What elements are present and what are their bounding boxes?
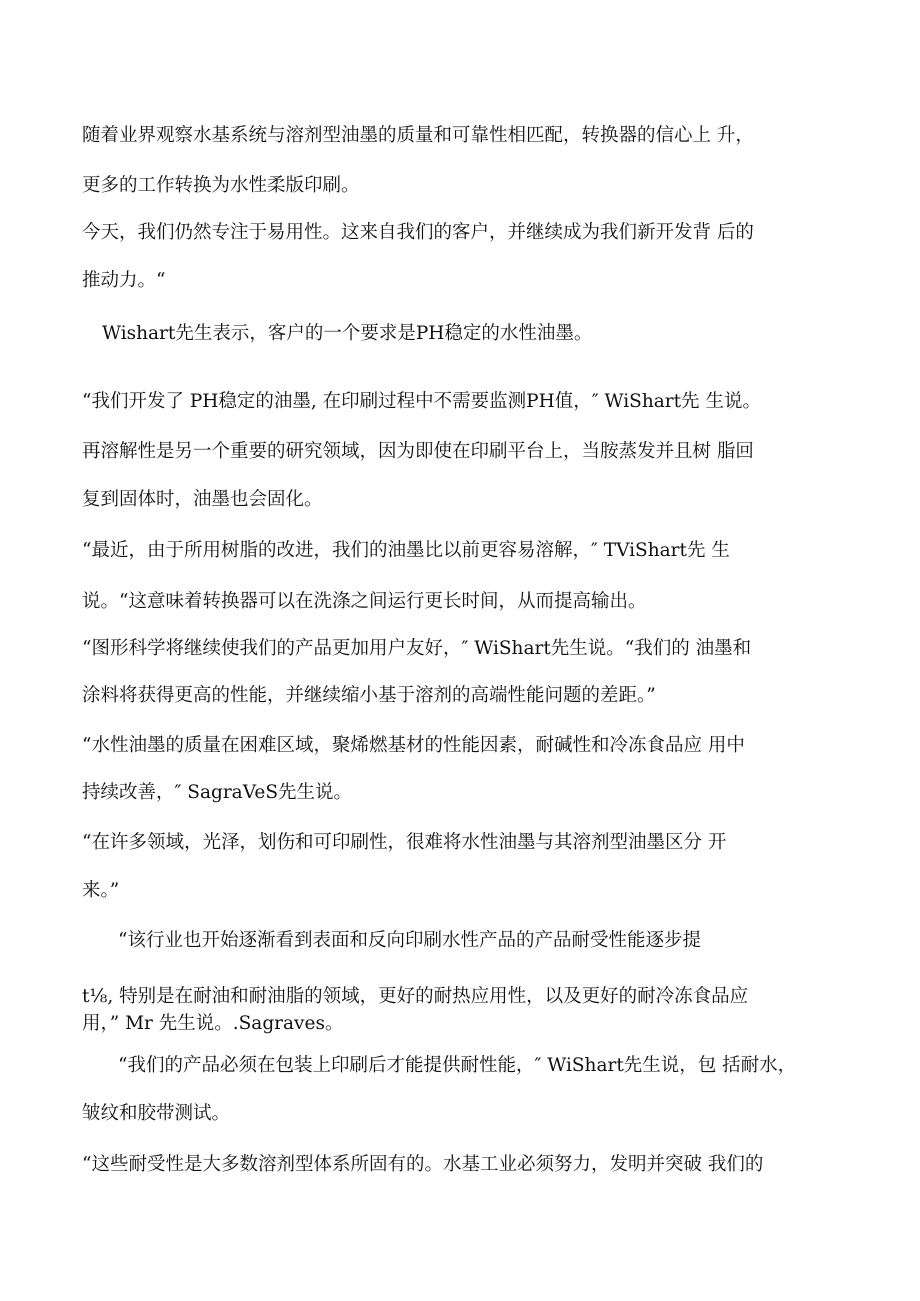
text-line-19: 用，” Mr 先生说。.Sagraves。 xyxy=(82,1013,344,1034)
text-line-16: 来。” xyxy=(82,880,120,901)
text-line-14: 持续改善，″ SagraVeS先生说。 xyxy=(82,782,352,803)
text-line-22: “这些耐受性是大多数溶剂型体系所固有的。水基工业必须努力，发明并突破 我们的 xyxy=(82,1154,764,1175)
text-line-11: “图形科学将继续使我们的产品更加用户友好，″ WiShart先生说。“我们的 油墨和 xyxy=(82,638,752,659)
text-line-10: 说。“这意味着转换器可以在洗涤之间运行更长时间，从而提高输出。 xyxy=(82,591,647,612)
text-line-8: 复到固体时，油墨也会固化。 xyxy=(82,489,323,510)
text-line-6: “我们开发了 PH稳定的油墨, 在印刷过程中不需要监测PH值，″ WiShart先 生说。 xyxy=(82,391,761,412)
text-line-5: Wishart先生表示，客户的一个要求是PH稳定的水性油墨。 xyxy=(102,323,593,344)
text-line-2: 更多的工作转换为水性柔版印刷。 xyxy=(82,175,360,196)
text-line-3: 今天，我们仍然专注于易用性。这来自我们的客户，并继续成为我们新开发背 后的 xyxy=(82,222,754,243)
text-line-4: 推动力。“ xyxy=(82,270,166,291)
text-line-21: 皱纹和胶带测试。 xyxy=(82,1103,231,1124)
text-line-20: “我们的产品必须在包装上印刷后才能提供耐性能，″ WiShart先生说，包 括耐水， xyxy=(118,1055,797,1076)
text-line-13: “水性油墨的质量在困难区域，聚烯燃基材的性能因素，耐碱性和冷冻食品应 用中 xyxy=(82,735,745,756)
text-line-18: t⅛, 特别是在耐油和耐油脂的领域，更好的耐热应用性，以及更好的耐冷冻食品应 xyxy=(82,986,749,1007)
text-line-7: 再溶解性是另一个重要的研究领域，因为即使在印刷平台上，当胺蒸发并且树 脂回 xyxy=(82,441,754,462)
text-line-1: 随着业界观察水基系统与溶剂型油墨的质量和可靠性相匹配，转换器的信心上 升， xyxy=(82,125,754,146)
text-line-9: “最近，由于所用树脂的改进，我们的油墨比以前更容易溶解，″ TViShart先 生 xyxy=(82,540,730,561)
text-line-12: 涂料将获得更高的性能，并继续缩小基于溶剂的高端性能问题的差距。” xyxy=(82,685,656,706)
text-line-17: “该行业也开始逐渐看到表面和反向印刷水性产品的产品耐受性能逐步提 xyxy=(118,930,701,951)
text-line-15: “在许多领域，光泽，划伤和可印刷性，很难将水性油墨与其溶剂型油墨区分 开 xyxy=(82,832,727,853)
